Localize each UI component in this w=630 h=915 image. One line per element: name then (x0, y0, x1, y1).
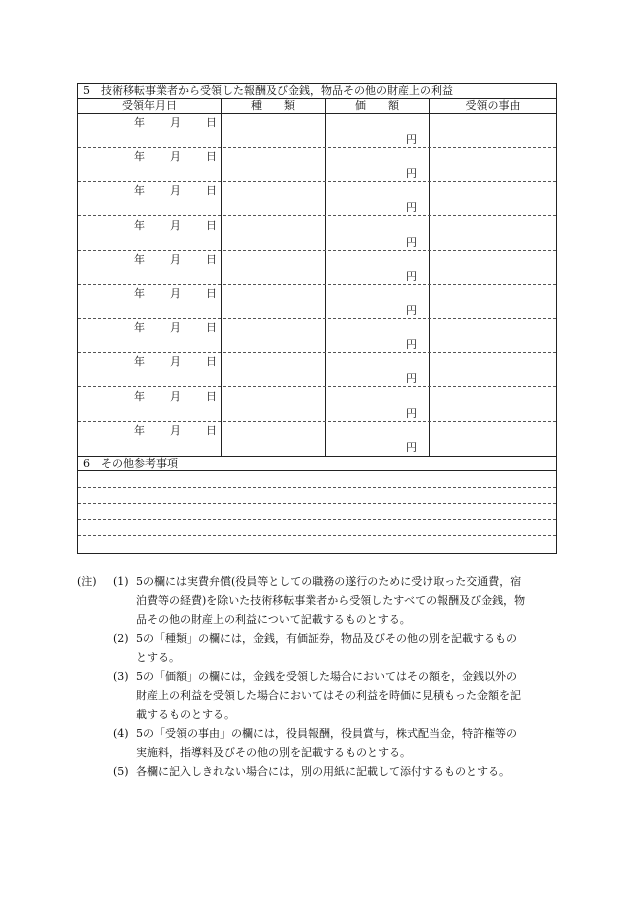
yen-unit: 円 (406, 235, 417, 249)
ruled-line (78, 503, 556, 504)
note-text-line: 5の欄には実費弁償(役員等としての職務の遂行のために受け取った交通費，宿 (136, 575, 522, 588)
date-unit-day: 日 (206, 184, 217, 198)
header-value: 価 額 (355, 99, 399, 112)
date-unit-day: 日 (206, 389, 217, 403)
table-row (78, 217, 556, 251)
note-number: (4) (113, 727, 129, 740)
date-unit-month: 月 (170, 184, 181, 198)
table-header (78, 99, 556, 114)
note-text-line: とする。 (136, 651, 180, 664)
date-unit-year: 年 (134, 218, 145, 232)
yen-unit: 円 (406, 338, 417, 352)
yen-unit: 円 (406, 406, 417, 420)
note-text-line: 5の「受領の事由」の欄には，役員報酬，役員賞与，株式配当金，特許権等の (136, 727, 517, 740)
yen-unit: 円 (406, 201, 417, 215)
date-unit-day: 日 (206, 252, 217, 266)
date-unit-year: 年 (134, 321, 145, 335)
header-received-date: 受領年月日 (122, 99, 177, 112)
benefits-form (77, 83, 557, 554)
note-item (113, 572, 557, 629)
date-unit-year: 年 (134, 116, 145, 129)
header-type: 種 類 (251, 99, 295, 112)
date-unit-month: 月 (170, 287, 181, 300)
note-text-line: 5の「価額」の欄には，金銭を受領した場合においてはその額を，金銭以外の (136, 670, 517, 683)
date-unit-day: 日 (206, 116, 217, 129)
note-item (113, 762, 557, 781)
yen-unit: 円 (406, 440, 417, 454)
date-unit-month: 月 (170, 321, 181, 335)
ruled-line (78, 519, 556, 520)
section5-title: 5 技術移転事業者から受領した報酬及び金銭，物品その他の財産上の利益 (78, 84, 556, 99)
date-unit-month: 月 (170, 423, 181, 437)
date-unit-day: 日 (206, 355, 217, 369)
table-row (78, 388, 556, 422)
ruled-line (78, 535, 556, 536)
note-text-line: 各欄に記入しきれない場合には，別の用紙に記載して添付するものとする。 (136, 765, 510, 778)
note-number: (3) (113, 670, 129, 683)
table-row (78, 353, 556, 387)
note-number: (2) (113, 632, 129, 645)
date-unit-year: 年 (134, 252, 145, 266)
date-unit-day: 日 (206, 218, 217, 232)
date-unit-day: 日 (206, 423, 217, 437)
table-row (78, 285, 556, 319)
date-unit-year: 年 (134, 389, 145, 403)
note-text-line: 5の「種類」の欄には，金銭，有価証券，物品及びその他の別を記載するもの (136, 632, 517, 645)
date-unit-day: 日 (206, 287, 217, 300)
ruled-line (78, 487, 556, 488)
table-row (78, 422, 556, 456)
yen-unit: 円 (406, 372, 417, 386)
note-text-line: 実施料，指導料及びその他の別を記載するものとする。 (136, 746, 411, 759)
note-text-line: 財産上の利益を受領した場合においてはその利益を時価に見積もった金額を記 (136, 689, 521, 702)
date-unit-month: 月 (170, 252, 181, 266)
note-number: (1) (113, 575, 129, 588)
date-unit-year: 年 (134, 355, 145, 369)
date-unit-day: 日 (206, 321, 217, 335)
yen-unit: 円 (406, 167, 417, 181)
note-text-line: 品その他の財産上の利益について記載するものとする。 (136, 613, 411, 626)
note-item (113, 629, 557, 667)
yen-unit: 円 (406, 269, 417, 283)
date-unit-month: 月 (170, 116, 181, 129)
table-row (78, 148, 556, 182)
section6-title: 6 その他参考事項 (78, 456, 556, 471)
note-text-line: 載するものとする。 (136, 708, 235, 721)
note-item (113, 724, 557, 762)
note-text-line: 泊費等の経費)を除いた技術移転事業者から受領したすべての報酬及び金銭，物 (136, 594, 526, 607)
note-number: (5) (113, 765, 129, 778)
date-unit-month: 月 (170, 218, 181, 232)
date-unit-year: 年 (134, 184, 145, 198)
table-row (78, 251, 556, 285)
date-unit-year: 年 (134, 287, 145, 300)
header-reason: 受領の事由 (465, 99, 521, 112)
table-row (78, 114, 556, 148)
date-unit-month: 月 (170, 355, 181, 369)
date-unit-year: 年 (134, 423, 145, 437)
note-item (113, 667, 557, 724)
yen-unit: 円 (406, 133, 417, 146)
table-row (78, 182, 556, 216)
date-unit-day: 日 (206, 150, 217, 164)
yen-unit: 円 (406, 304, 417, 317)
date-unit-month: 月 (170, 389, 181, 403)
date-unit-month: 月 (170, 150, 181, 164)
table-row (78, 319, 556, 353)
notes-label: (注) (77, 575, 97, 588)
date-unit-year: 年 (134, 150, 145, 164)
